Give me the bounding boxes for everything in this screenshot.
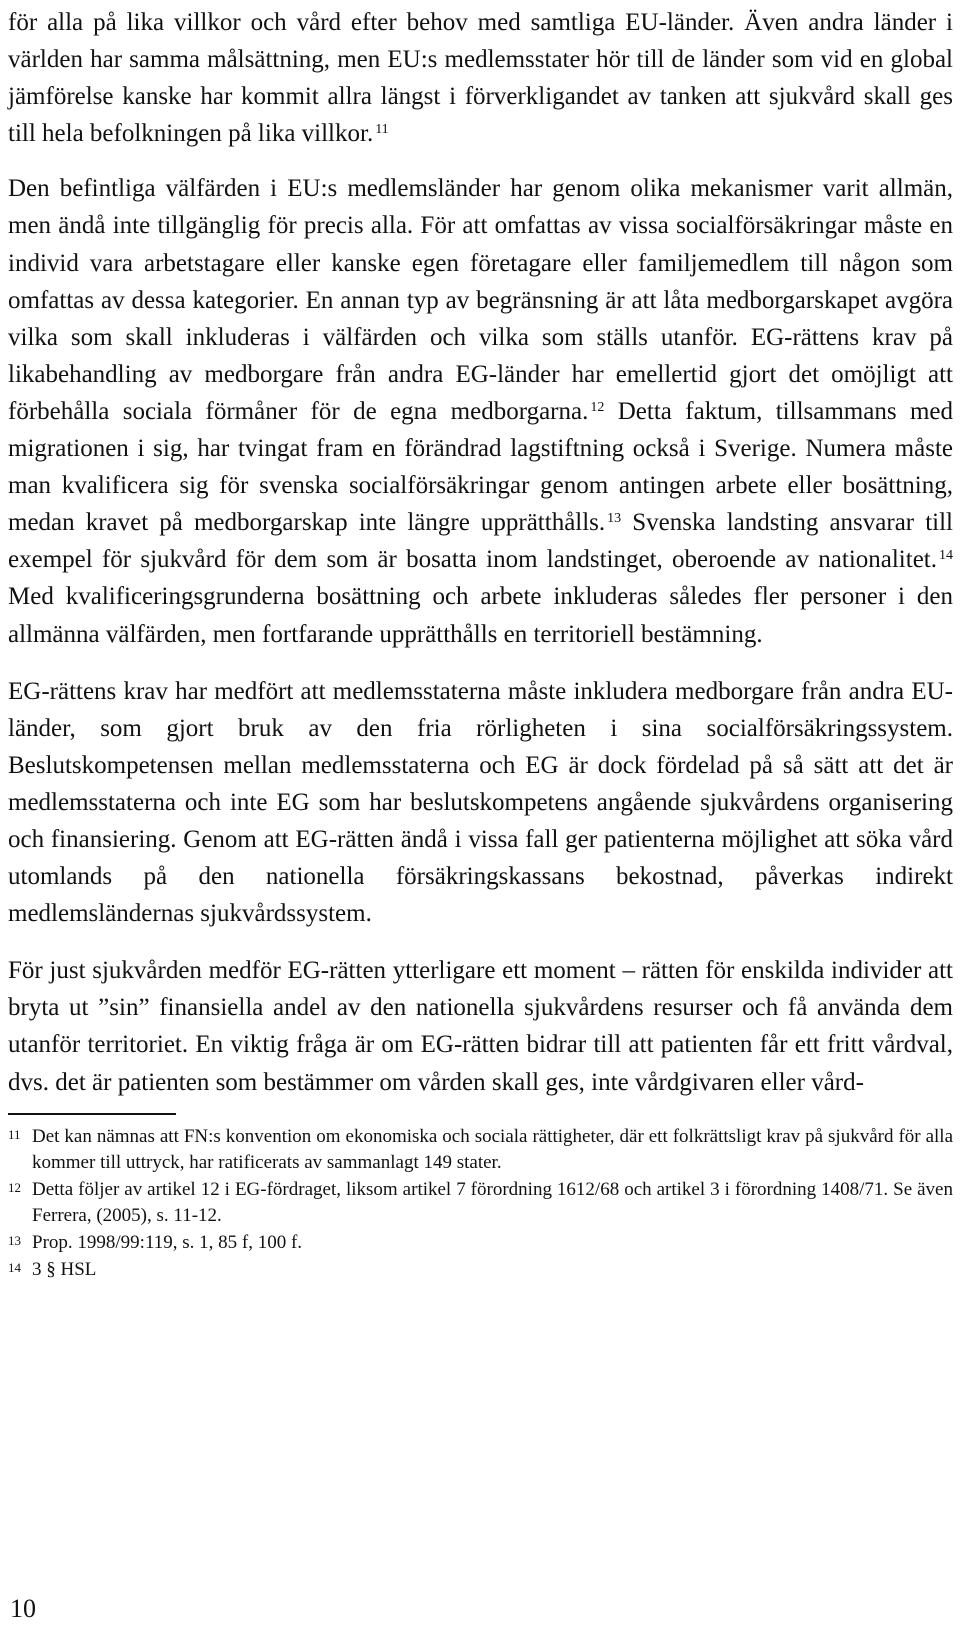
footnote-ref-11[interactable]: 11 xyxy=(375,122,389,138)
footnote-text: Prop. 1998/99:119, s. 1, 85 f, 100 f. xyxy=(32,1232,303,1253)
footnote-number: 14 xyxy=(8,1259,21,1275)
body-paragraph-2 xyxy=(8,170,953,652)
footnote-12 xyxy=(8,1177,953,1230)
body-paragraph-4: För just sjukvården medför EG-rätten ytterligare ett moment – rätten för enskilda individer att bryta ut ”sin” finansiella andel av den nationella sjukvårdens resurser och få använda dem utanför territoriet. En viktig fråga är om EG-rätten bidrar till att patienten får ett fritt vårdval, dvs. det är patienten som bestämmer om vården skall ges, inte vårdgivaren eller vård- xyxy=(8,957,953,1096)
footnote-text: Detta följer av artikel 12 i EG-fördraget, liksom artikel 7 förordning 1612/68 och artikel 3 i förordning 1408/71. Se även Ferrera, (2005), s. 11-12. xyxy=(32,1178,953,1227)
paragraph-text: för alla på lika villkor och vård efter behov med samtliga EU-länder. Även andra länder i världen har samma målsättning, men EU:s medlemsstater hör till de länder som vid en global jämförelse kanske har kommit allra längst i förverkligandet av tanken att sjukvård skall ges till hela befolkningen på lika villkor. xyxy=(8,9,953,148)
footnote-text: 3 § HSL xyxy=(32,1258,97,1280)
footnote-13 xyxy=(8,1230,953,1257)
footnote-ref-13[interactable]: 13 xyxy=(607,511,622,527)
document-page xyxy=(8,0,953,1283)
footnote-separator xyxy=(8,1113,176,1115)
body-paragraph-3: EG-rättens krav har medfört att medlemsstaterna måste inkludera medborgare från andra EU-länder, som gjort bruk av den fria rörligheten i sina socialförsäkringssystem. Beslutskompetensen mellan medlemsstaterna och EG är dock fördelad på så sätt att det är medlemsstaterna och inte EG som har beslutskompetens angående sjukvårdens organisering och finansiering. Genom att EG-rätten ändå i vissa fall ger patienterna möjlighet att söka vård utomlands på den nationella försäkringskassans bekostnad, påverkas indirekt medlemsländernas sjukvårdssystem. xyxy=(8,677,953,928)
footnote-number: 13 xyxy=(8,1233,21,1248)
footnote-text: Det kan nämnas att FN:s konvention om ekonomiska och sociala rättigheter, där ett folkrättsligt krav på sjukvård för alla kommer till uttryck, har ratificerats av sammanlagt 149 stater. xyxy=(32,1125,953,1174)
paragraph-text: Detta faktum, tillsammans med migrationen i sig, har tvingat fram en förändrad lagstiftning också i Sverige. Numera måste man kvalificera sig för svenska socialförsäkringar genom antingen arbete eller bosättning, medan kravet på medborgarskap inte längre upprätthålls. xyxy=(8,397,953,537)
footnotes xyxy=(8,1124,953,1284)
body-paragraph-1 xyxy=(8,4,953,152)
paragraph-text: Svenska landsting ansvarar till exempel för sjukvård för dem som är bosatta inom landstinget, oberoende av nationalitet. xyxy=(8,509,953,574)
footnote-number: 11 xyxy=(8,1126,21,1142)
footnote-ref-14[interactable]: 14 xyxy=(939,548,953,564)
footnote-ref-12[interactable]: 12 xyxy=(590,399,605,415)
paragraph-text: Den befintliga välfärden i EU:s medlemsländer har genom olika mekanismer varit allmän, men ändå inte tillgänglig för precis alla. För att omfattas av vissa socialförsäkringar måste en individ vara arbetstagare eller kanske egen företagare eller familjemedlem till någon som omfattas av dessa kategorier. En annan typ av begränsning är att låta medborgarskapet avgöra vilka som skall inkluderas i välfärden och vilka som ställs utanför. EG-rättens krav på likabehandling av medborgare från andra EG-länder har emellertid gjort det omöjligt att förbehålla sociala förmåner för de egna medborgarna. xyxy=(8,175,953,425)
footnote-14 xyxy=(8,1257,953,1284)
footnote-11 xyxy=(8,1124,953,1177)
footnote-number: 12 xyxy=(8,1179,21,1195)
paragraph-text: Med kvalificeringsgrunderna bosättning och arbete inkluderas således fler personer i den allmänna välfärden, men fortfarande upprätthålls en territoriell bestämning. xyxy=(8,583,953,648)
page-number: 10 xyxy=(10,1594,36,1623)
